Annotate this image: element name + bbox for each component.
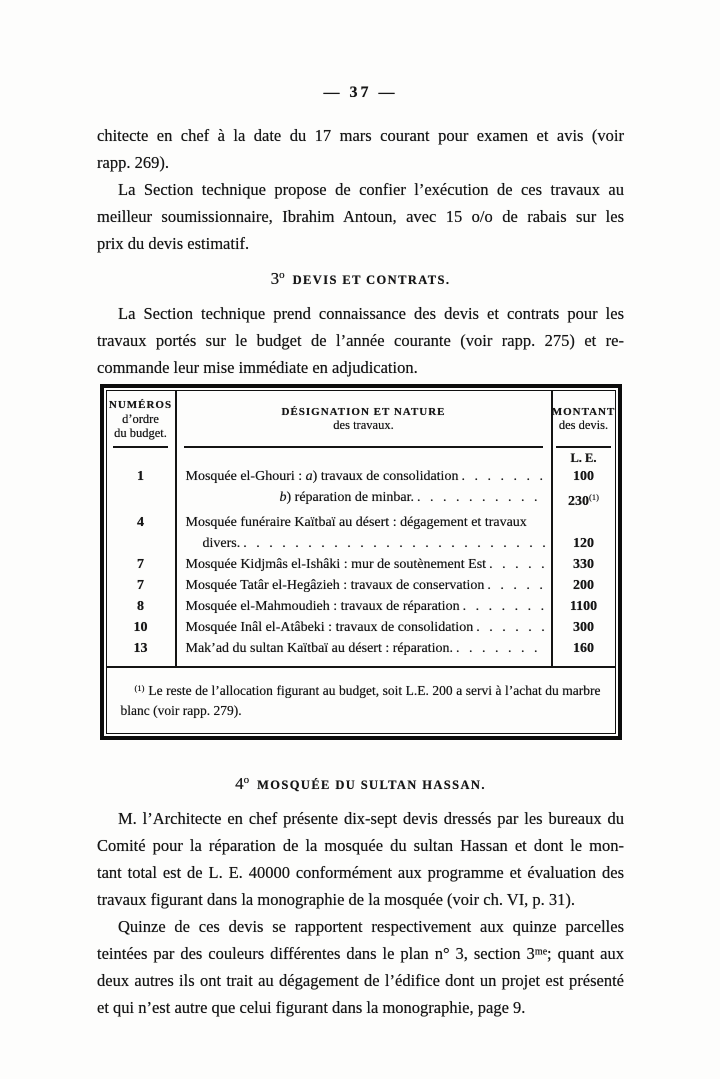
- dot-leader: [487, 575, 545, 596]
- amount-cell: [553, 512, 615, 533]
- header-numeros-line3: du budget.: [114, 425, 167, 440]
- amount-cell: 160: [573, 641, 594, 656]
- section-4-heading: [97, 769, 624, 796]
- paragraph-line: commande leur mise immédiate en adjudication.: [97, 358, 418, 377]
- header-designation-line1: DÉSIGNATION ET NATURE: [281, 405, 446, 418]
- dot-leader: [463, 596, 546, 617]
- budget-number-cell: 13: [107, 638, 177, 659]
- table-header-row: [107, 391, 615, 448]
- dot-leader: [243, 533, 545, 554]
- dot-leader: [461, 466, 545, 487]
- amount-cell: 120: [573, 536, 594, 551]
- dot-leader: [456, 638, 546, 659]
- spacer-cell-2: [177, 659, 553, 666]
- header-numeros: [107, 391, 177, 448]
- section-3-number: 3: [270, 269, 280, 288]
- section-4-title: MOSQUÉE DU SULTAN HASSAN.: [257, 778, 486, 792]
- paragraph-line: rapp. 269).: [97, 153, 169, 172]
- section-4-ordinal: o: [243, 774, 250, 786]
- amount-cell: 230$^{(1)}$: [568, 492, 599, 509]
- table-row: [107, 596, 615, 617]
- paragraph-hassan: [97, 805, 624, 913]
- header-montant-line1: MONTANT: [551, 405, 616, 418]
- amount-cell: 100: [573, 469, 594, 484]
- footnote-marker: (1): [134, 683, 145, 693]
- budget-number-cell: 7: [107, 554, 177, 575]
- table-row: [107, 512, 615, 533]
- table-row: [107, 533, 615, 554]
- section-3-heading: [97, 264, 624, 291]
- table-row: [107, 617, 615, 638]
- spacer-cell-3: [553, 659, 615, 666]
- paragraph-line: M. l’Architecte en chef présente dix-sept devis dressés par les bureaux du: [118, 809, 624, 828]
- paragraph-quinze-devis: [97, 913, 624, 1021]
- amount-cell: 1100: [569, 599, 598, 614]
- budget-number-cell: 10: [107, 617, 177, 638]
- amount-cell: 300: [573, 620, 594, 635]
- header-numeros-line1: NUMÉROS: [108, 398, 173, 411]
- currency-label: L. E.: [570, 451, 597, 465]
- dot-leader: [476, 617, 545, 638]
- designation-cell: Mosquée Tatâr el-Hegâzieh : travaux de conservation . . .: [177, 575, 553, 596]
- designation-cell: Mosquée Inâl el-Atâbeki : travaux de consolidation . . .: [177, 617, 553, 638]
- paragraph-line: tant total est de L. E. 40000 conformément aux programme et évaluation des: [97, 863, 624, 882]
- designation-cell: divers. . . .: [177, 533, 553, 554]
- header-montant: [553, 391, 615, 448]
- budget-number-cell: 1: [107, 466, 177, 487]
- currency-row: [107, 448, 615, 466]
- works-table: [100, 384, 622, 740]
- designation-cell: Mosquée funéraire Kaïtbaï au désert : dégagement et travaux: [177, 512, 553, 533]
- budget-number-cell: 7: [107, 575, 177, 596]
- table-spacer-row: [107, 659, 615, 666]
- dot-leader: [417, 487, 545, 508]
- header-designation-line2: des travaux.: [333, 417, 394, 432]
- designation-cell: Mosquée el-Ghouri : a) travaux de consolidation . . .: [177, 466, 553, 487]
- paragraph-line: travaux figurant dans la monographie de la mosquée (voir ch. VI, p. 31).: [97, 890, 576, 909]
- opening-paragraph: [97, 122, 624, 176]
- header-designation: [177, 391, 553, 448]
- paragraph-line: La Section technique prend connaissance des devis et contrats pour les: [118, 304, 624, 323]
- table-row: [107, 638, 615, 659]
- table-body: [107, 466, 615, 659]
- dot-leader: [489, 554, 545, 575]
- paragraph-line: travaux portés sur le budget de l’année courante (voir rapp. 275) et re-: [97, 331, 624, 350]
- budget-number-cell: [107, 533, 177, 554]
- paragraph-line: et qui n’est autre que celui figurant dans la monographie, page 9.: [97, 998, 526, 1017]
- budget-number-cell: [107, 487, 177, 512]
- footnote-paragraph: [121, 678, 601, 721]
- paragraph-line: La Section technique propose de confier l’exécution de ces travaux au: [118, 180, 624, 199]
- currency-row-spacer1: [107, 448, 177, 466]
- table-footnote: [107, 666, 615, 733]
- paragraph-line: deux autres ils ont trait au dégagement de l’édifice dont un projet est présenté: [97, 971, 624, 990]
- paragraph-soumission: [97, 176, 624, 257]
- budget-number-cell: 4: [107, 512, 177, 533]
- table-row: [107, 554, 615, 575]
- paragraph-line: teintées par des couleurs différentes dans le plan n° 3, section 3ᵐᵉ; quant aux: [97, 944, 624, 963]
- designation-cell: Mak’ad du sultan Kaïtbaï au désert : réparation. . . .: [177, 638, 553, 659]
- budget-number-cell: 8: [107, 596, 177, 617]
- footnote-text: Le reste de l’allocation figurant au budget, soit L.E. 200 a servi à l’achat du marbre blanc (voir rapp. 279).: [120, 683, 601, 718]
- paragraph-devis-contrats: [97, 300, 624, 381]
- section-4-number: 4: [235, 774, 244, 793]
- section-3-ordinal: o: [279, 269, 285, 281]
- table-row: [107, 575, 615, 596]
- spacer-cell-1: [107, 659, 177, 666]
- paragraph-line: Comité pour la réparation de la mosquée du sultan Hassan et dont le mon-: [97, 836, 624, 855]
- table-row: [107, 466, 615, 487]
- works-table-inner: [106, 390, 616, 734]
- header-montant-line2: des devis.: [558, 417, 609, 432]
- header-numeros-line2: d’ordre: [122, 411, 159, 426]
- currency-row-spacer2: [177, 448, 553, 466]
- paragraph-line: Quinze de ces devis se rapportent respectivement aux quinze parcelles: [118, 917, 624, 936]
- paragraph-line: meilleur soumissionnaire, Ibrahim Antoun, avec 15 o/o de rabais sur les: [97, 207, 624, 226]
- page-number: — 37 —: [323, 84, 398, 101]
- designation-cell: Mosquée Kidjmâs el-Ishâki : mur de soutènement Est . . .: [177, 554, 553, 575]
- paragraph-line: chitecte en chef à la date du 17 mars courant pour examen et avis (voir: [97, 126, 624, 145]
- designation-cell: b) réparation de minbar. . . .: [177, 487, 553, 512]
- amount-cell: 330: [573, 557, 594, 572]
- amount-cell: 200: [573, 578, 594, 593]
- section-3-title: DEVIS ET CONTRATS.: [292, 273, 451, 287]
- designation-cell: Mosquée el-Mahmoudieh : travaux de réparation . . .: [177, 596, 553, 617]
- paragraph-line: prix du devis estimatif.: [97, 234, 250, 253]
- table-row: [107, 487, 615, 512]
